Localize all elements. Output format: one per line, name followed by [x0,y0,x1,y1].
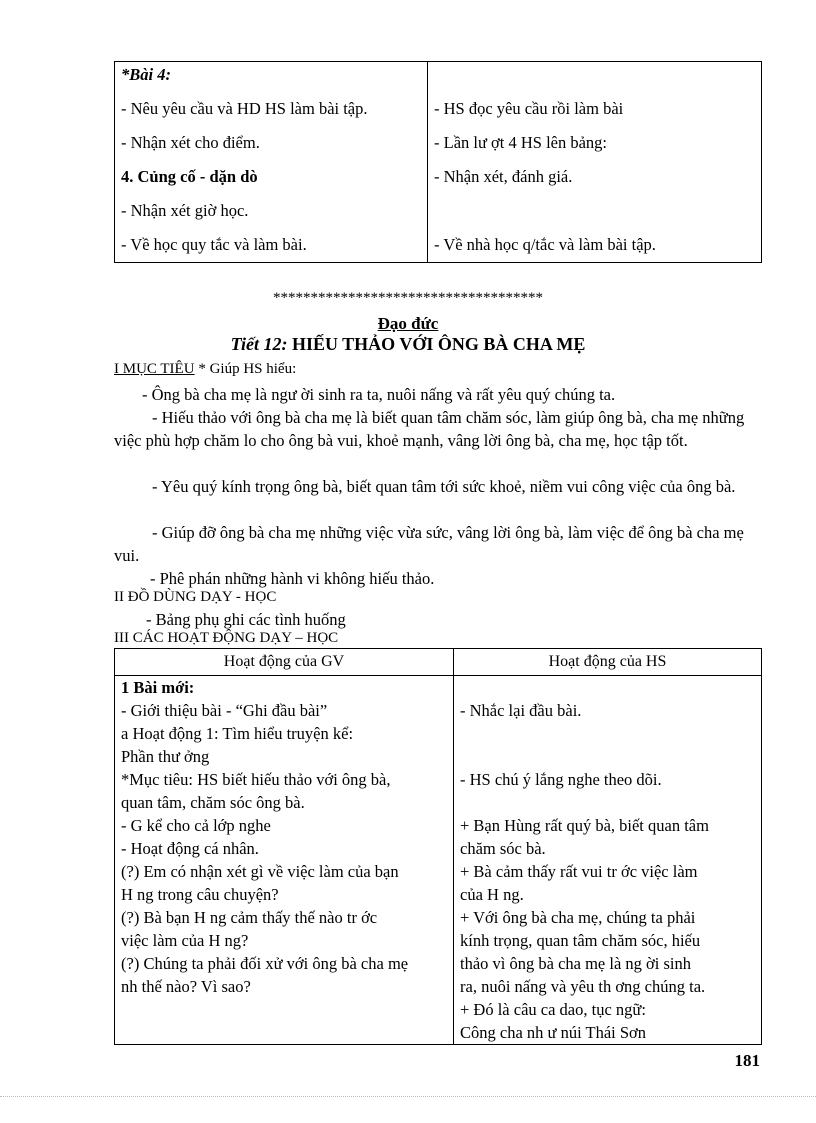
lesson-name: HIẾU THẢO VỚI ÔNG BÀ CHA MẸ [291,334,586,354]
teacher-line [121,1021,447,1044]
objective-paragraph: - Hiếu thảo với ông bà cha mẹ là biết quan tâm chăm sóc, làm giúp ông bà, cha mẹ những việc phù hợp chăm lo cho ông bà vui, khoẻ mạnh, vâng lời ông bà, cha mẹ, học tập tốt. [114,408,745,450]
teacher-line: việc làm của H ng? [121,931,249,950]
student-line [460,745,755,768]
teacher-line: *Mục tiêu: HS biết hiếu thảo với ông bà, [121,770,391,789]
new-lesson-heading: 1 Bài mới: [121,678,195,697]
activity-table-top [114,61,762,263]
student-line: chăm sóc bà. [460,839,546,858]
subject-title: Đạo đức [377,314,439,333]
teacher-line: (?) Chúng ta phải đối xử với ông bà cha mẹ [121,954,409,973]
header-teacher: Hoạt động của GV [115,649,454,676]
teacher-line: - Nhận xét giờ học. [121,201,249,220]
student-line: Công cha nh ư núi Thái Sơn [460,1023,647,1042]
objective-paragraph: - Ông bà cha mẹ là ngư ời sinh ra ta, nuôi nấng và rất yêu quý chúng ta. [142,385,616,404]
teacher-column [115,676,454,1045]
objective-paragraph: - Yêu quý kính trọng ông bà, biết quan tâm tới sức khoẻ, niềm vui công việc của ông bà. [152,477,736,496]
teacher-line: - Về học quy tắc và làm bài. [121,235,307,254]
lesson-title [0,334,816,355]
student-line: - Nhắc lại đầu bài. [460,701,582,720]
student-line: - HS chú ý lắng nghe theo dõi. [460,770,662,789]
section-objectives-heading [114,361,296,378]
table-header-row [115,649,762,676]
student-line: của H ng. [460,885,524,904]
student-line: + Với ông bà cha mẹ, chúng ta phải [460,908,696,927]
teacher-line: a Hoạt động 1: Tìm hiểu truyện kể: [121,724,354,743]
page-number: 181 [734,1051,760,1070]
student-line: - Nhận xét, đánh giá. [434,167,573,186]
student-line [460,791,755,814]
student-line: ra, nuôi nấng và yêu th ơng chúng ta. [460,977,706,996]
teacher-line: (?) Em có nhận xét gì về việc làm của bạn [121,862,399,881]
teacher-column [115,62,428,263]
student-column [454,676,762,1045]
activity-table-bottom [114,648,762,1045]
teacher-line [121,998,447,1021]
student-line [460,676,755,699]
section-activities-heading: III CÁC HOẠT ĐỘNG DẠY – HỌC [114,630,339,646]
student-column [428,62,762,263]
teacher-line: - Nêu yêu cầu và HD HS làm bài tập. [121,99,368,118]
section-materials-heading: II ĐỒ DÙNG DẠY - HỌC [114,589,277,605]
objective-paragraph: - Phê phán những hành vi không hiếu thảo. [150,569,435,588]
materials-line: - Bảng phụ ghi các tình huống [146,610,346,629]
student-line [434,194,755,228]
exercise-title: *Bài 4: [121,65,171,84]
objective-paragraph: - Giúp đỡ ông bà cha mẹ những việc vừa sức, vâng lời ông bà, làm việc để ông bà cha mẹ vui. [114,523,744,565]
teacher-line: quan tâm, chăm sóc ông bà. [121,793,305,812]
student-line: + Bạn Hùng rất quý bà, biết quan tâm [460,816,709,835]
teacher-line: - Hoạt động cá nhân. [121,839,259,858]
student-line: - Lần lư ợt 4 HS lên bảng: [434,133,608,152]
teacher-line: H ng trong câu chuyện? [121,885,279,904]
section-heading: I MỤC TIÊU [114,361,195,377]
teacher-line: Phần thư ởng [121,747,210,766]
student-line: kính trọng, quan tâm chăm sóc, hiếu [460,931,701,950]
table-row [115,676,762,1045]
teacher-line: nh thế nào? Vì sao? [121,977,251,996]
header-student: Hoạt động của HS [454,649,762,676]
page-bottom-divider [0,1096,816,1097]
teacher-line: (?) Bà bạn H ng cảm thấy thế nào tr ớc [121,908,378,927]
separator-stars: ************************************ [273,290,543,306]
student-line: thảo vì ông bà cha mẹ là ng ời sinh [460,954,691,973]
teacher-line: - Giới thiệu bài - “Ghi đầu bài” [121,701,328,720]
teacher-line: - G kể cho cả lớp nghe [121,816,271,835]
section-intro: * Giúp HS hiểu: [198,361,297,377]
student-line [460,722,755,745]
student-line: - HS đọc yêu cầu rồi làm bài [434,99,624,118]
lesson-prefix: Tiết 12: [230,334,288,354]
student-line: - Về nhà học q/tắc và làm bài tập. [434,235,656,254]
consolidation-heading: 4. Củng cố - dặn dò [121,167,258,186]
blank-line [434,62,755,92]
student-line: + Bà cảm thấy rất vui tr ớc việc làm [460,862,698,881]
table-row [115,62,762,263]
student-line: + Đó là câu ca dao, tục ngữ: [460,1000,646,1019]
teacher-line: - Nhận xét cho điểm. [121,133,260,152]
